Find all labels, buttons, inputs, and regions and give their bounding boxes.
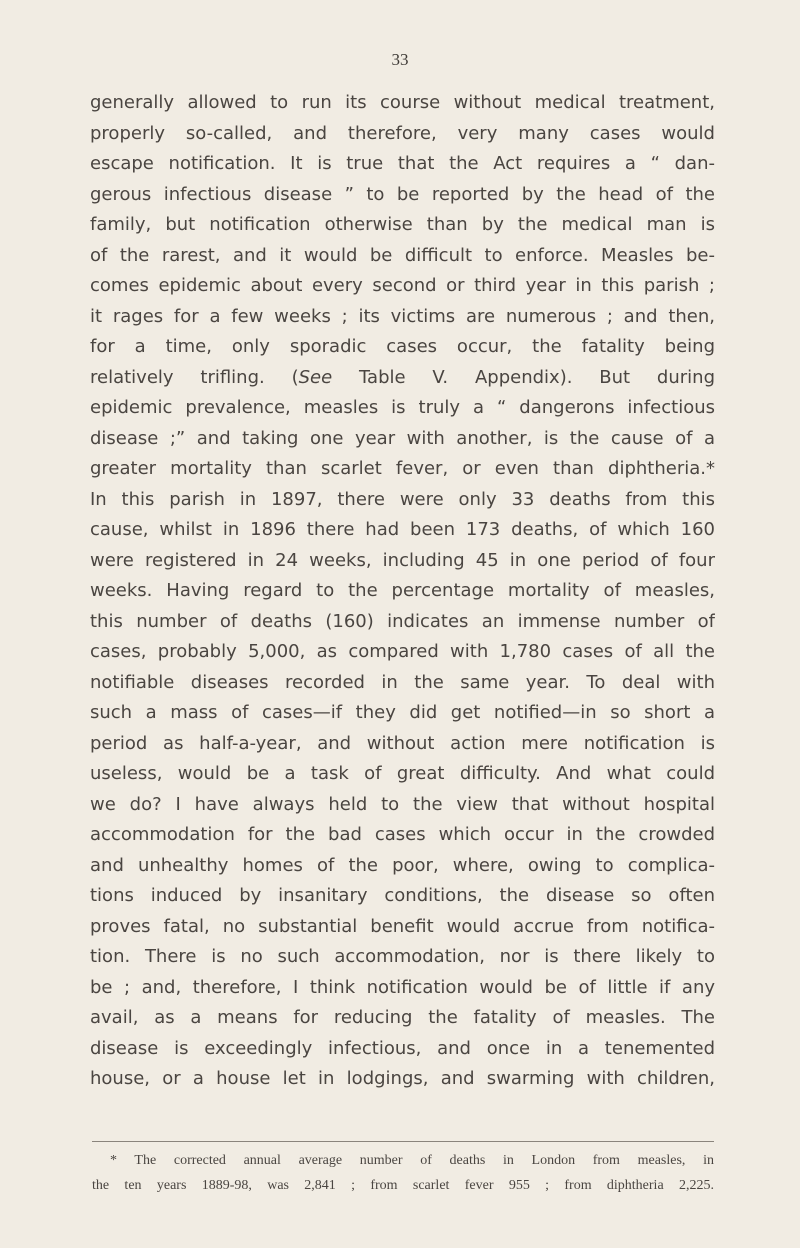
text-line: notifiable diseases recorded in the same year. To deal with: [90, 671, 715, 693]
text-line: for a time, only sporadic cases occur, the fatality being: [90, 336, 715, 357]
text-line: In this parish in 1897, there were only 33 deaths from this: [90, 488, 715, 510]
footnote-divider: [92, 1141, 714, 1142]
text-line: disease ;” and taking one year with another, is the cause of a: [90, 427, 715, 449]
text-line: generally allowed to run its course without medical treatment,: [90, 92, 715, 113]
text-line: house, or a house let in lodgings, and swarming with children,: [90, 1068, 715, 1089]
text-line: escape notification. It is true that the Act requires a “ dan-: [90, 153, 715, 174]
text-line: it rages for a few weeks ; its victims are numerous ; and then,: [90, 305, 715, 327]
text-line: epidemic prevalence, measles is truly a “ dangerons infectious: [90, 397, 715, 418]
text-line: avail, as a means for reducing the fatality of measles. The: [90, 1007, 715, 1028]
text-line: useless, would be a task of great difficulty. And what could: [90, 763, 715, 784]
text-line: gerous infectious disease ” to be reported by the head of the: [90, 183, 715, 205]
text-line: and unhealthy homes of the poor, where, owing to complica-: [90, 854, 715, 876]
footnote-line: the ten years 1889-98, was 2,841 ; from scarlet fever 955 ; from diphtheria 2,225.: [92, 1178, 714, 1193]
text-line: were registered in 24 weeks, including 45 in one period of four: [90, 549, 715, 571]
text-line: relatively trifling. (See Table V. Appendix). But during: [90, 366, 715, 388]
text-line: properly so-called, and therefore, very many cases would: [90, 122, 715, 144]
italic-word: See: [298, 366, 333, 388]
text-line: tion. There is no such accommodation, nor is there likely to: [90, 946, 715, 967]
text-line: be ; and, therefore, I think notification would be of little if any: [90, 976, 715, 998]
text-line: of the rarest, and it would be difficult to enforce. Measles be-: [90, 244, 715, 266]
footnote: [92, 1148, 714, 1198]
text-line: disease is exceedingly infectious, and once in a tenemented: [90, 1037, 715, 1059]
text-line: we do? I have always held to the view that without hospital: [90, 793, 715, 815]
text-line: this number of deaths (160) indicates an immense number of: [90, 610, 715, 632]
text-line: period as half-a-year, and without action mere notification is: [90, 732, 715, 754]
text-line: family, but notification otherwise than by the medical man is: [90, 214, 715, 235]
text-line: greater mortality than scarlet fever, or even than diphtheria.*: [90, 458, 715, 479]
text-line: cause, whilst in 1896 there had been 173 deaths, of which 160: [90, 519, 715, 540]
text-line: comes epidemic about every second or third year in this parish ;: [90, 275, 715, 296]
text-line: weeks. Having regard to the percentage mortality of measles,: [90, 580, 715, 601]
text-line: cases, probably 5,000, as compared with 1,780 cases of all the: [90, 641, 715, 662]
text-line: tions induced by insanitary conditions, the disease so often: [90, 885, 715, 906]
body-text: [90, 88, 715, 1095]
text-line: proves fatal, no substantial benefit would accrue from notifica-: [90, 915, 715, 937]
text-line: accommodation for the bad cases which occur in the crowded: [90, 824, 715, 845]
footnote-line: * The corrected annual average number of deaths in London from measles, in: [110, 1153, 714, 1168]
text-line: such a mass of cases—if they did get notified—in so short a: [90, 702, 715, 723]
page-number: 33: [391, 50, 409, 69]
